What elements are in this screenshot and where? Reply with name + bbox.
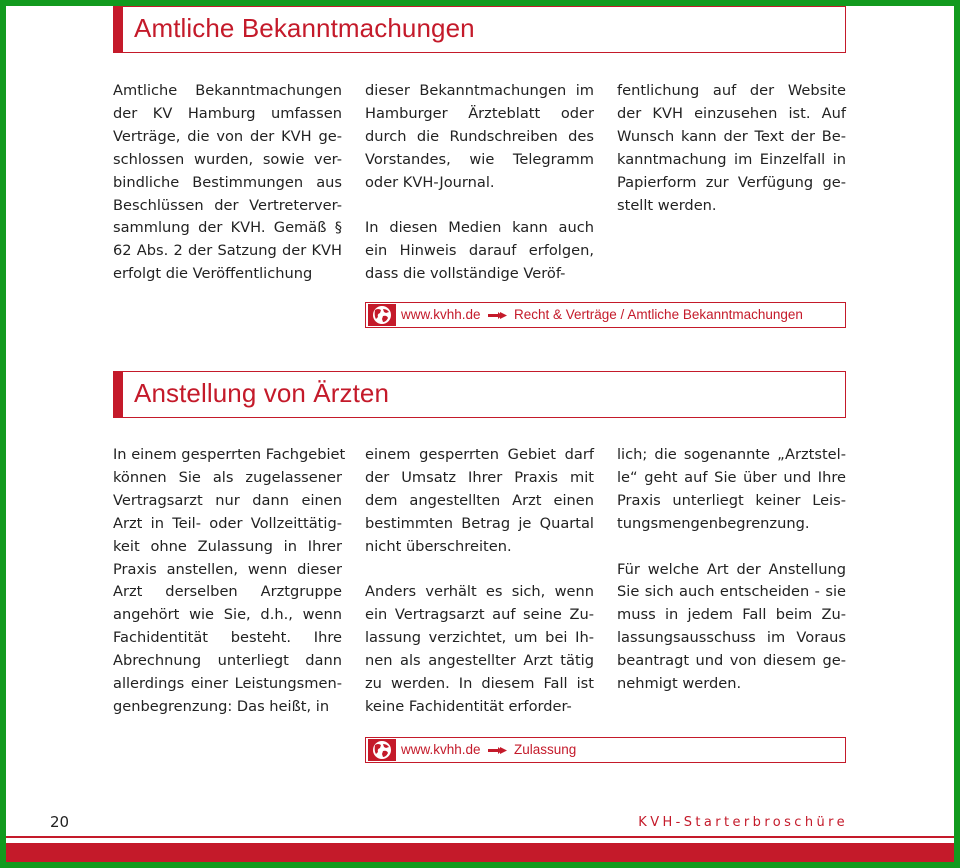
text-line: lassung verzichtet, um bei Ih-: [365, 629, 594, 647]
text-line: Wunsch kann der Text der Be-: [617, 127, 846, 145]
text-column-3: [617, 444, 846, 719]
text-line: In diesen Medien kann auch: [365, 219, 594, 237]
text-line: Für welche Art der Anstellung: [617, 560, 846, 578]
section-heading-anstellung: [113, 371, 846, 418]
paragraph: [365, 581, 594, 718]
text-line: le“ geht auf Sie über und Ihre: [617, 468, 846, 486]
paragraph: [617, 559, 846, 696]
text-column-1: [113, 444, 346, 742]
page-number: 20: [50, 813, 70, 831]
text-line: Vertragsarzt nur dann einen: [113, 491, 342, 509]
text-line: lassungsausschuss im Voraus: [617, 629, 846, 647]
text-line: durch die Rundschreiben des: [365, 127, 594, 145]
text-line: Amtliche Bekanntmachungen: [113, 82, 342, 99]
text-line: der KV Hamburg umfassen: [113, 104, 342, 122]
text-line: zu werden. In diesem Fall ist: [365, 675, 594, 693]
web-url[interactable]: www.kvhh.de: [401, 742, 481, 757]
text-line: der KVH einzusehen ist. Auf: [617, 104, 846, 122]
text-line: nehmigt werden.: [617, 675, 742, 693]
web-path: Zulassung: [514, 742, 577, 757]
section-title: Amtliche Bekanntmachungen: [134, 13, 475, 43]
text-line: lich; die sogenannte „Arztstel-: [617, 446, 846, 463]
web-path: Recht & Verträge / Amtliche Bekanntmachungen: [514, 307, 803, 322]
text-line: der Umsatz Ihrer Praxis mit: [365, 468, 594, 486]
text-line: bestimmten Betrag je Quartal: [365, 514, 594, 532]
globe-icon: [368, 304, 396, 326]
text-column-2: [365, 80, 594, 309]
text-line: nen als angestellter Arzt tätig: [365, 652, 594, 670]
text-line: können Sie als zugelassener: [113, 468, 342, 486]
text-line: Beschlüssen der Vertreterver-: [113, 196, 342, 214]
text-line: dem angestellten Arzt einen: [365, 491, 594, 509]
web-url[interactable]: www.kvhh.de: [401, 307, 481, 322]
text-column-1: [113, 80, 342, 309]
text-line: muss in jedem Fall beim Zu-: [617, 606, 846, 624]
text-column-3: [617, 80, 846, 240]
text-line: Praxis unterliegt keiner Leis-: [617, 491, 846, 509]
text-line: Hamburger Ärzteblatt oder: [365, 104, 594, 122]
text-line: stellt werden.: [617, 196, 717, 214]
text-line: keit ohne Zulassung in Ihrer: [113, 537, 342, 555]
double-arrow-icon: [488, 746, 508, 755]
text-line: nicht überschreiten.: [365, 537, 512, 555]
text-line: 62 Abs. 2 der Satzung der KVH: [113, 242, 342, 260]
section-title: Anstellung von Ärzten: [134, 378, 390, 408]
text-line: beantragt und von diesem ge-: [617, 652, 846, 670]
text-line: keine Fachidentität erforder-: [365, 697, 572, 715]
text-line: Arzt derselben Arztgruppe: [113, 583, 342, 601]
paragraph: [113, 444, 346, 719]
text-line: sammlung der KVH. Gemäß §: [113, 219, 342, 237]
footer-rule: [6, 836, 954, 838]
text-line: ein Vertragsarzt auf seine Zu-: [365, 606, 594, 624]
text-line: Verträge, die von der KVH ge-: [113, 127, 342, 145]
text-line: Anders verhält es sich, wenn: [365, 583, 594, 601]
text-line: Sie sich auch entscheiden - sie: [617, 583, 846, 601]
text-line: Vorstandes, wie Telegramm: [365, 150, 594, 168]
text-line: ein Hinweis darauf erfolgen,: [365, 242, 594, 260]
section-heading-bekanntmachungen: [113, 6, 846, 53]
paragraph: [113, 80, 342, 286]
text-line: genbegrenzung: Das heißt, in: [113, 697, 330, 715]
text-line: tungsmengenbegrenzung.: [617, 514, 810, 532]
paragraph: [365, 80, 594, 195]
paragraph: [365, 217, 594, 286]
text-line: dieser Bekanntmachungen im: [365, 82, 594, 99]
text-line: bindliche Bestimmungen aus: [113, 173, 342, 191]
web-link-bar[interactable]: [365, 302, 846, 328]
text-line: fentlichung auf der Website: [617, 82, 846, 99]
text-line: angehört wie Sie, d.h., wenn: [113, 606, 342, 624]
text-column-2: [365, 444, 594, 742]
double-arrow-icon: [488, 311, 508, 320]
paragraph: [365, 444, 594, 559]
web-link-bar[interactable]: [365, 737, 846, 763]
text-line: erfolgt die Veröffentlichung: [113, 265, 313, 283]
text-line: In einem gesperrten Fachgebiet: [113, 446, 346, 463]
text-line: Papierform zur Verfügung ge-: [617, 173, 846, 191]
text-line: Abrechnung unterliegt dann: [113, 652, 342, 670]
text-line: oder KVH-Journal.: [365, 173, 495, 191]
text-line: Arzt in Teil- oder Vollzeittätig-: [113, 514, 342, 532]
text-line: Fachidentität besteht. Ihre: [113, 629, 342, 647]
paragraph: [617, 444, 846, 536]
publication-title: KVH-Starterbroschüre: [638, 815, 848, 830]
text-line: allerdings einer Leistungsmen-: [113, 675, 342, 693]
paragraph: [617, 80, 846, 217]
footer-band: [6, 843, 954, 862]
text-line: schlossen wurden, sowie ver-: [113, 150, 342, 168]
text-line: einem gesperrten Gebiet darf: [365, 446, 594, 463]
text-line: kanntmachung im Einzelfall in: [617, 150, 846, 168]
text-line: Praxis anstellen, wenn dieser: [113, 560, 342, 578]
text-line: dass die vollständige Veröf-: [365, 265, 566, 283]
globe-icon: [368, 739, 396, 761]
